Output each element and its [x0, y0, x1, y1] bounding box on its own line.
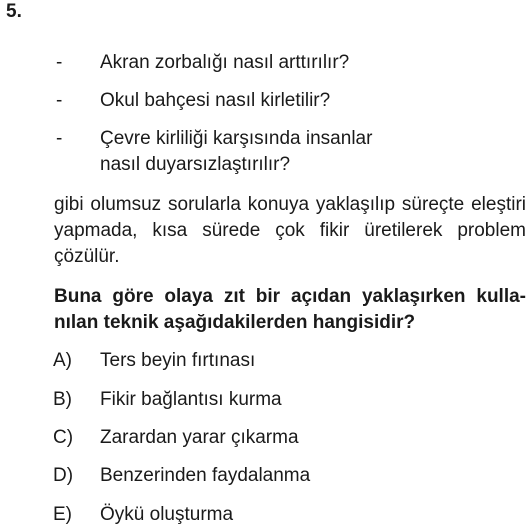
question-stem-line: Buna göre olaya zıt bir açıdan yaklaşırken kulla-: [54, 286, 526, 307]
bullet-text: Çevre kirliliği karşısında insanlar nasıl duyarsızlaştırılır?: [100, 128, 373, 175]
question-stem-line: nılan teknik aşağıdakilerden hangisidir?: [54, 312, 416, 333]
question-paragraph: gibi olumsuz sorularla konuya yaklaşılıp süreçte eleştiri yapmada, kısa sürede çok fikir üretilerek problem çözülür.: [54, 194, 526, 267]
option-text: Ters beyin fırtınası: [100, 350, 256, 371]
option-text: Benzerinden faydalanma: [100, 465, 311, 486]
bullet-dash: -: [56, 90, 63, 111]
bullet-text: Okul bahçesi nasıl kirletilir?: [100, 90, 331, 111]
option-text: Zarardan yarar çıkarma: [100, 427, 299, 448]
option-letter: C): [53, 427, 74, 448]
option-letter: D): [53, 465, 74, 486]
bullet-dash: -: [56, 128, 63, 149]
option-letter: E): [53, 504, 72, 525]
bullet-dash: -: [56, 52, 63, 73]
question-stem: [54, 284, 526, 336]
option-letter: A): [53, 350, 72, 371]
option-letter: B): [53, 389, 72, 410]
question-number: 5.: [6, 1, 22, 22]
option-text: Fikir bağlantısı kurma: [100, 389, 282, 410]
option-text: Öykü oluşturma: [100, 504, 234, 525]
bullet-text: Akran zorbalığı nasıl arttırılır?: [100, 52, 350, 73]
